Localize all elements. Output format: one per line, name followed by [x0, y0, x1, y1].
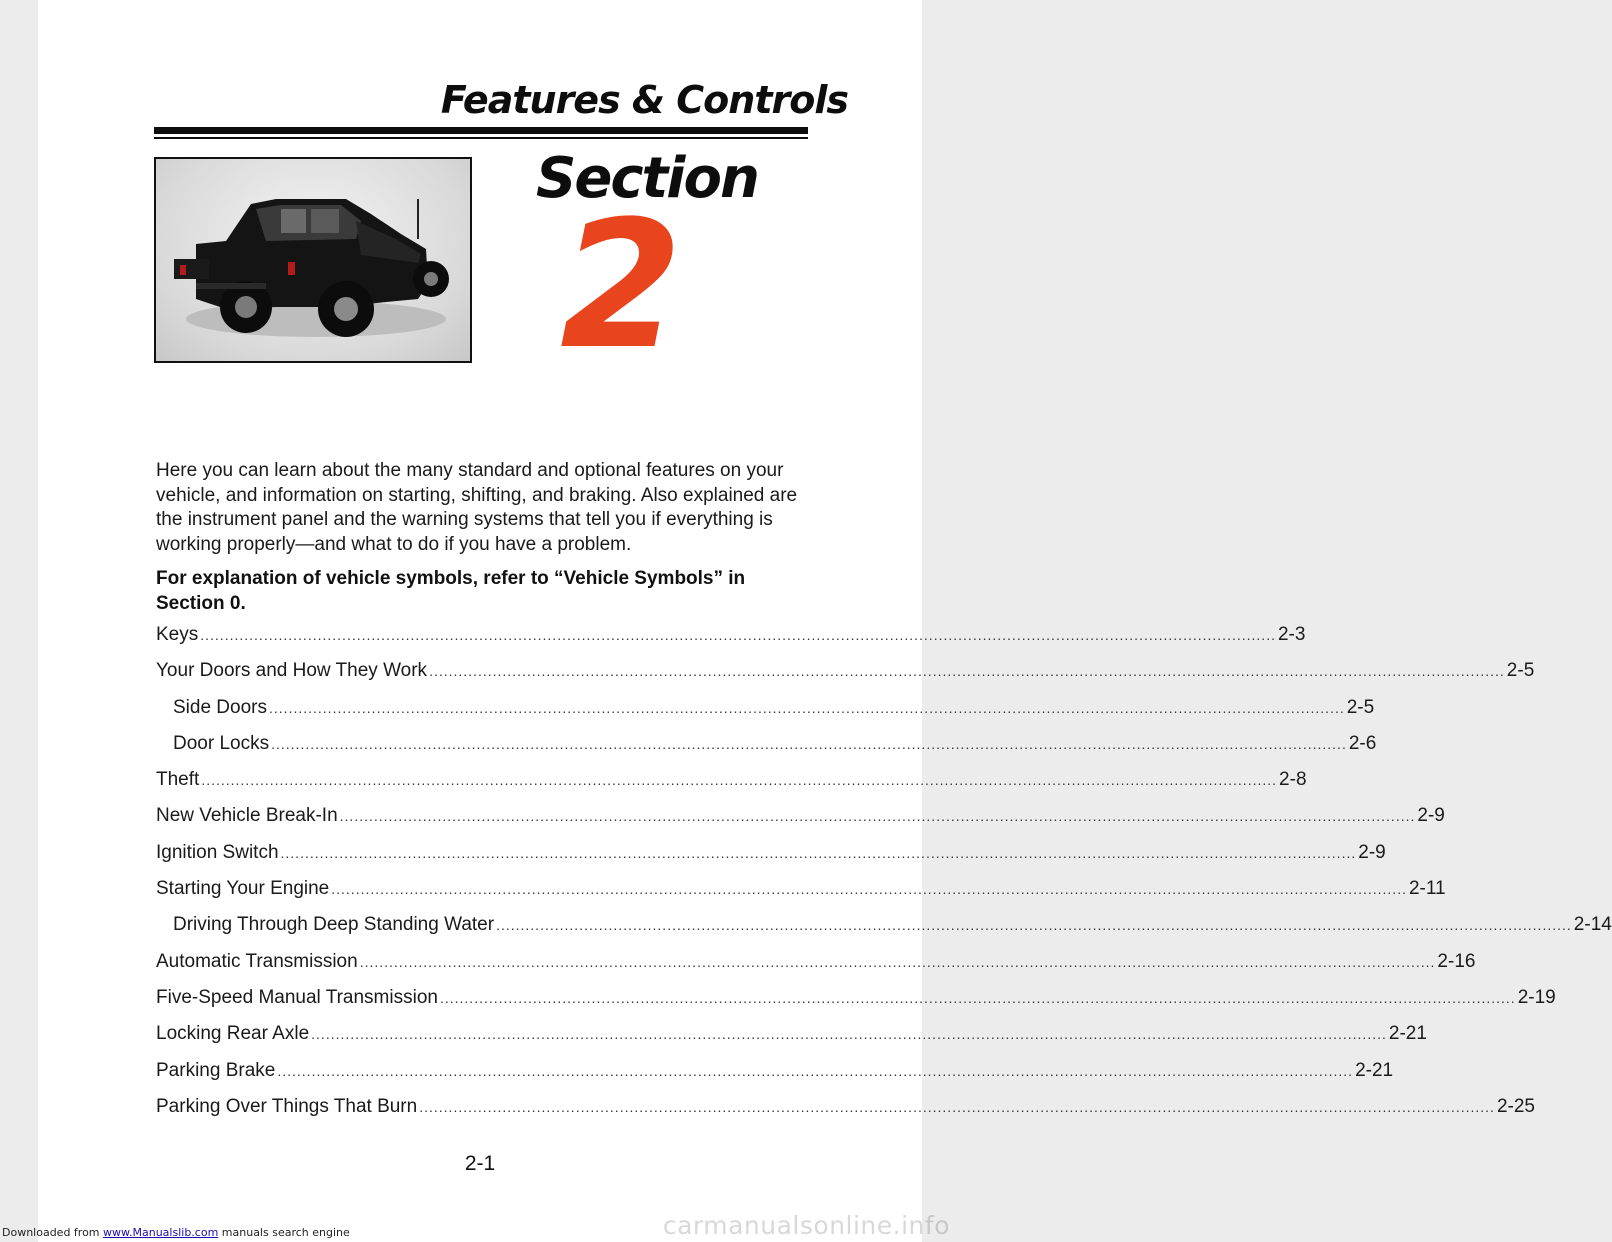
- toc-entry[interactable]: [156, 1023, 1427, 1059]
- dot-leader: ............................................................................................................................................................................................................................: [311, 1026, 1387, 1043]
- dot-leader: ............................................................................................................................................................................................................................: [277, 1062, 1354, 1079]
- toc-entry[interactable]: [156, 624, 1306, 660]
- watermark: carmanualsonline.info: [662, 1211, 950, 1240]
- dot-leader: ............................................................................................................................................................................................................................: [269, 699, 1345, 716]
- toc-entry-title: Starting Your Engine: [156, 878, 330, 900]
- dot-leader: ............................................................................................................................................................................................................................: [429, 663, 1505, 680]
- page-number: 2-1: [464, 1152, 496, 1175]
- toc-entry-page: 2-8: [1279, 769, 1307, 791]
- toc-entry-title: Your Doors and How They Work: [156, 660, 428, 682]
- toc-entry-page: 2-6: [1348, 732, 1377, 754]
- toc-entry[interactable]: [156, 1059, 1394, 1096]
- dot-leader: ............................................................................................................................................................................................................................: [201, 772, 1278, 789]
- truck-photo: [154, 157, 472, 363]
- toc-entry-title: Parking Brake: [156, 1059, 276, 1081]
- dot-leader: ............................................................................................................................................................................................................................: [419, 1098, 1495, 1115]
- toc-entry[interactable]: [156, 696, 1375, 733]
- download-suffix: manuals search engine: [218, 1226, 350, 1239]
- toc-entry[interactable]: [156, 732, 1377, 769]
- toc-entry-title: Side Doors: [173, 696, 267, 718]
- toc-entry-page: 2-21: [1388, 1023, 1427, 1045]
- toc-entry[interactable]: [156, 950, 1476, 987]
- dot-leader: ............................................................................................................................................................................................................................: [280, 844, 1357, 861]
- toc-entry[interactable]: [156, 914, 1612, 950]
- toc-entry-page: 2-14: [1573, 914, 1612, 936]
- dot-leader: ............................................................................................................................................................................................................................: [439, 989, 1516, 1006]
- toc-entry-title: Keys: [156, 624, 199, 645]
- toc-entry-page: 2-11: [1408, 878, 1446, 900]
- toc-entry[interactable]: [156, 841, 1386, 878]
- symbols-note: For explanation of vehicle symbols, refer to “Vehicle Symbols” in Section 0.: [156, 568, 746, 614]
- toc-entry-page: 2-5: [1506, 660, 1535, 682]
- toc-entry-page: 2-3: [1277, 624, 1306, 645]
- dot-leader: ............................................................................................................................................................................................................................: [339, 808, 1416, 825]
- toc-entry-title: Theft: [156, 769, 200, 791]
- table-of-contents: [156, 624, 1612, 1132]
- intro-paragraph: Here you can learn about the many standard and optional features on your vehicle, and information on starting, shifting, and braking. Also explained are the instrument panel and the warning systems that tell you if everything is working properly—and what to do if you have a problem.: [156, 460, 798, 555]
- toc-entry-page: 2-16: [1437, 950, 1476, 972]
- toc-entry-title: Ignition Switch: [156, 841, 279, 863]
- header-rule-thin: [154, 137, 808, 139]
- toc-entry-page: 2-5: [1346, 696, 1375, 718]
- toc-entry[interactable]: [156, 805, 1445, 841]
- toc-entry-title: Five-Speed Manual Transmission: [156, 986, 438, 1008]
- toc-entry-title: Automatic Transmission: [156, 950, 358, 972]
- dot-leader: ............................................................................................................................................................................................................................: [359, 953, 1436, 970]
- toc-entry-title: Locking Rear Axle: [156, 1023, 310, 1045]
- download-notice: [2, 1226, 350, 1239]
- toc-entry-page: 2-9: [1417, 805, 1445, 827]
- dot-leader: ............................................................................................................................................................................................................................: [331, 881, 1407, 898]
- toc-entry[interactable]: [156, 986, 1556, 1023]
- pickup-truck-illustration: [156, 159, 470, 361]
- dot-leader: ............................................................................................................................................................................................................................: [496, 917, 1572, 934]
- toc-entry[interactable]: [156, 1095, 1535, 1132]
- dot-leader: ............................................................................................................................................................................................................................: [271, 735, 1347, 752]
- chapter-title: Features & Controls: [440, 78, 848, 122]
- download-prefix: Downloaded from: [2, 1226, 104, 1239]
- dot-leader: ............................................................................................................................................................................................................................: [200, 627, 1276, 643]
- toc-entry-title: Driving Through Deep Standing Water: [173, 914, 495, 936]
- toc-entry-page: 2-25: [1496, 1095, 1535, 1117]
- toc-entry-page: 2-19: [1517, 986, 1556, 1008]
- section-label: Section: [536, 146, 758, 211]
- section-number: 2: [560, 183, 683, 388]
- toc-entry-title: New Vehicle Break-In: [156, 805, 338, 827]
- header-rule: [154, 127, 808, 134]
- toc-entry-title: Door Locks: [173, 732, 270, 754]
- toc-entry-page: 2-9: [1358, 841, 1386, 863]
- toc-entry-page: 2-21: [1355, 1059, 1394, 1081]
- toc-entry[interactable]: [156, 769, 1307, 805]
- toc-entry[interactable]: [156, 660, 1535, 696]
- manualslib-link[interactable]: www.Manualslib.com: [103, 1226, 219, 1239]
- toc-entry-title: Parking Over Things That Burn: [156, 1095, 418, 1117]
- toc-entry[interactable]: [156, 878, 1446, 914]
